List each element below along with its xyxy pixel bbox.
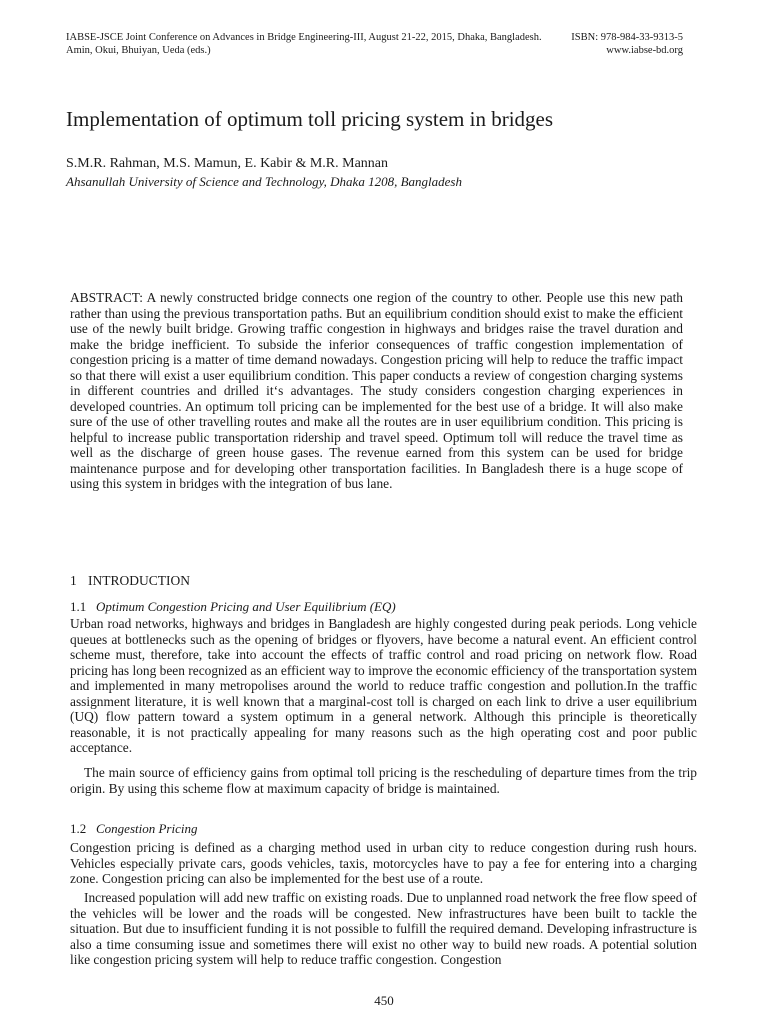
subsection-number: 1.1: [70, 599, 87, 614]
page-number: 450: [374, 993, 394, 1008]
editors: Amin, Okui, Bhuiyan, Ueda (eds.): [66, 45, 211, 56]
conference-line: IABSE-JSCE Joint Conference on Advances in Bridge Engineering-III, August 21-22, 2015, Dhaka, Bangladesh.: [66, 32, 542, 43]
affiliation: Ahsanullah University of Science and Technology, Dhaka 1208, Bangladesh: [66, 174, 462, 189]
section-number: 1: [70, 573, 77, 588]
paragraph: Increased population will add new traffic on existing roads. Due to unplanned road network the free flow speed of the vehicles will be lower and the roads will be congested. New infrastructures have been built to tackle the situation. But due to insufficient funding it is not possible to fulfill the required demand. Developing infrastructure is also a time consuming issue and sometimes there will exist no other way to build new roads. A potential solution like congestion pricing system will help to reduce traffic congestion. Congestion: [70, 890, 697, 967]
paragraph: Congestion pricing is defined as a charging method used in urban city to reduce congestion during rush hours. Vehicles especially private cars, goods vehicles, taxis, motorcycles have to pay a fee for entering into a charging zone. Congestion pricing can also be implemented for the best use of a route.: [70, 840, 697, 886]
running-header: [66, 31, 683, 57]
website: www.iabse-bd.org: [606, 45, 683, 56]
subsection-heading-1-2: [70, 821, 197, 837]
isbn: ISBN: 978-984-33-9313-5: [571, 32, 683, 43]
paragraph: Urban road networks, highways and bridges in Bangladesh are highly congested during peak periods. Long vehicle queues at bottlenecks such as the opening of bridges or flyovers, have become a natural event. An efficient control scheme must, therefore, take into account the effects of traffic control and road pricing on network flow. Road pricing has long been recognized as an efficient way to improve the economic efficiency of the transportation system and implemented in many metropolises around the world to reduce traffic congestion and pollution.In the traffic assignment literature, it is well known that a marginal-cost toll is charged on each link to drive a user equilibrium (UQ) flow pattern toward a system optimum in a general network. Although this principle is theoretically reasonable, it is not practically appealing for many reasons such as the high operating cost and poor public acceptance.: [70, 616, 697, 755]
abstract: ABSTRACT: A newly constructed bridge connects one region of the country to other. People use this new path rather than using the previous transportation paths. But an equilibrium condition should exist to make the efficient use of the newly built bridge. Growing traffic congestion in highways and bridges raise the travel duration and make the bridge inefficient. To subside the inferior consequences of traffic congestion implementation of congestion pricing is a matter of time demand nowadays. Congestion pricing will help to reduce the traffic impact so that there will exist a user equilibrium condition. This paper conducts a review of congestion charging systems in different countries and drilled it‘s advantages. The study considers congestion charging experiences in developed countries. An optimum toll pricing can be implemented for the best use of a bridge. It will also make sure of the use of other travelling routes and make all the routes are in user equilibrium condition. This pricing is helpful to increase public transportation ridership and travel speed. Optimum toll will reduce the travel time as well as the discharge of green house gases. The revenue earned from this system can be used for bridge maintenance purpose and for developing other transportation facilities. In Bangladesh there is a huge scope of using this system in bridges with the integration of bus lane.: [70, 290, 683, 491]
section-heading-introduction: [70, 573, 190, 589]
subsection-heading-1-1: [70, 599, 396, 615]
paragraph: The main source of efficiency gains from optimal toll pricing is the rescheduling of departure times from the trip origin. By using this scheme flow at maximum capacity of bridge is maintained.: [70, 765, 697, 796]
subsection-title: Congestion Pricing: [96, 821, 198, 836]
subsection-number: 1.2: [70, 821, 87, 836]
subsection-title: Optimum Congestion Pricing and User Equilibrium (EQ): [96, 599, 396, 614]
section-title: INTRODUCTION: [88, 573, 190, 588]
author-list: S.M.R. Rahman, M.S. Mamun, E. Kabir & M.R. Mannan: [66, 156, 388, 171]
paper-title: Implementation of optimum toll pricing system in bridges: [66, 107, 554, 131]
